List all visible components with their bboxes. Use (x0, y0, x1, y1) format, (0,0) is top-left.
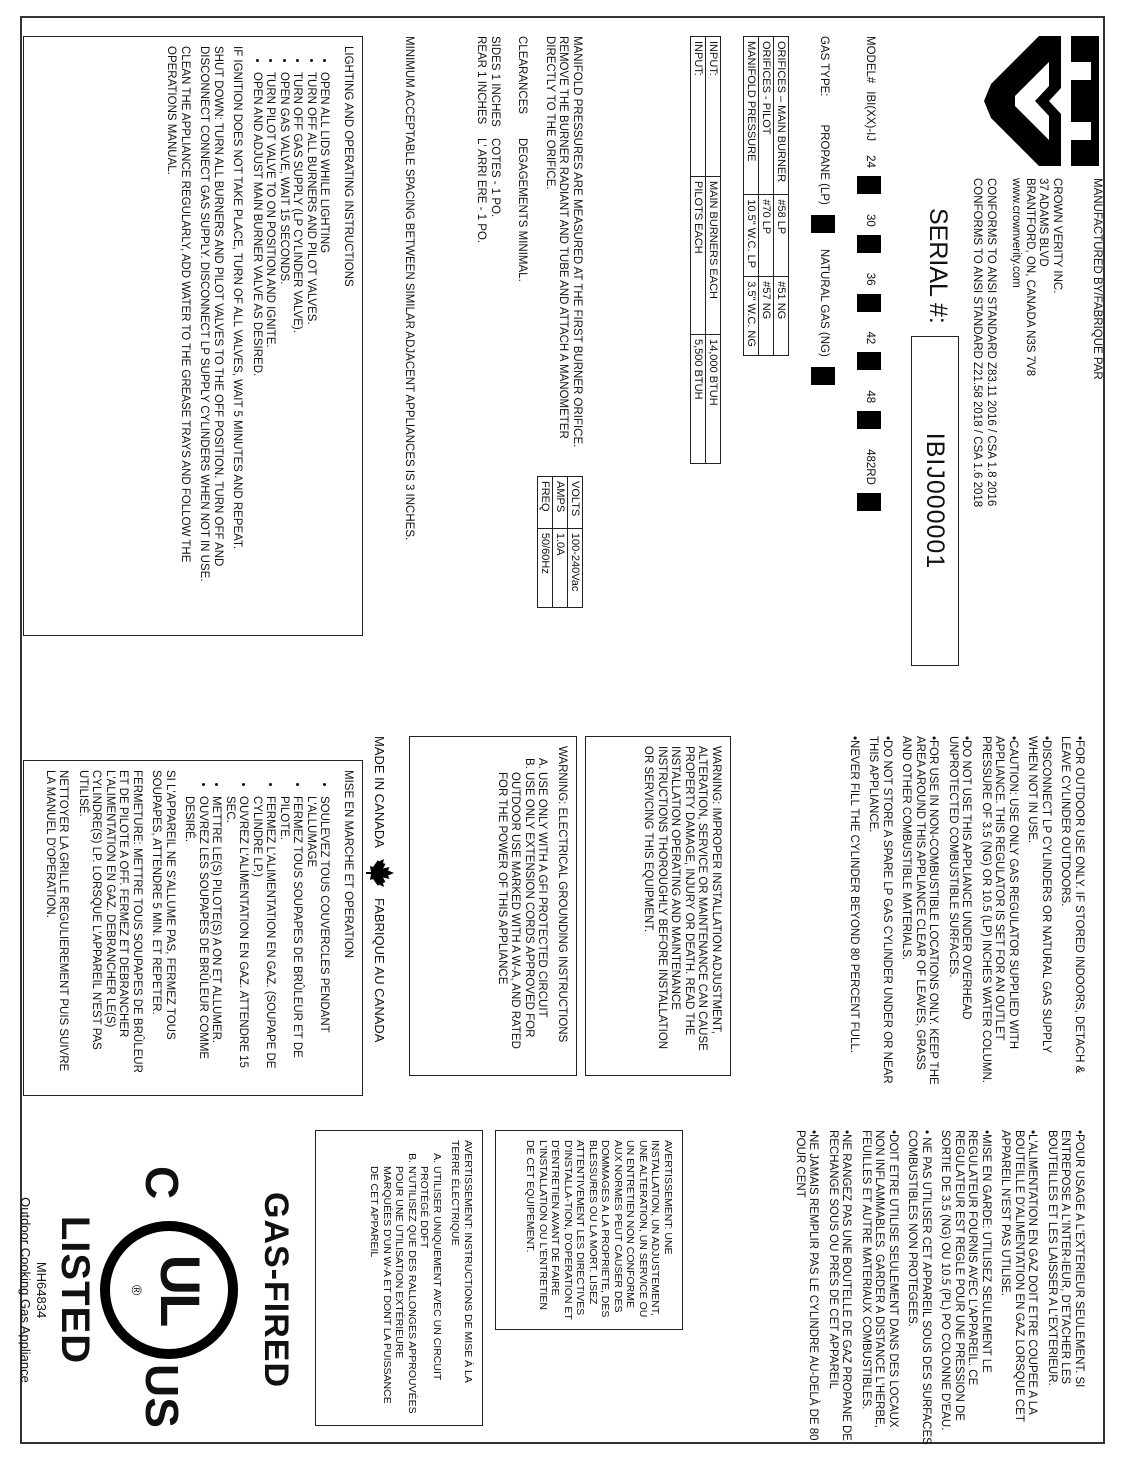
listing-number: MH64834 (34, 1261, 49, 1319)
list-item: A. USE ONLY WITH A GFI PROTECTED CIRCUIT (535, 772, 549, 1066)
table-row (568, 477, 583, 608)
note-fr: •NE JAMAIS REMPLIR PAS LE CYLINDRE AU-DELÀ DE 80 POUR CENT (794, 1130, 820, 1441)
company-city: BRANTFORD, ON, CANADA N3S 7V8 (1024, 178, 1036, 377)
manufacturer-heading: MANUFACTURED BY/FABRIQUE PAR (1091, 178, 1103, 380)
grounding-list-fr (368, 1140, 443, 1416)
warning-grounding-en (409, 736, 577, 1076)
orifices-table (743, 36, 789, 356)
model-value: IBI(XX)-IJ (863, 91, 876, 142)
gas-type-propane: PROPANE (LP) (817, 124, 830, 205)
table-cell: #57 NG (759, 277, 774, 356)
fabrique-label: FABRIQUE AU CANADA (372, 897, 388, 1043)
clean-note-fr: NETTOYER LA GRILLE REGULIEREMENT PUIS SUIVRE LA MANUEL D'OPERATION. (44, 770, 70, 1072)
clearance-rear: REAR 1 INCHES (475, 36, 488, 125)
table-row (744, 37, 759, 356)
model-size: 48 (863, 390, 876, 404)
checkbox-icon (857, 493, 881, 511)
lighting-title-en: LIGHTING AND OPERATING INSTRUCTIONS (342, 46, 354, 287)
note-fr: •L'ALIMENTATION EN GAZ DOIT ETRE COUPEE A LA BOUTEILLE D'ALIMENTATION EN GAZ LORSQUE CET APPAREIL N'EST PAS UTILISE. (999, 1130, 1039, 1422)
serial-label: SERIAL #: (924, 208, 952, 324)
note-fr: •MISE EN GARDE: UTILISEZ SEULEMENT LE REGULATEUR FOURNIS AVEC L'APPAREIL. CE REGULATEUR EST REGLE POUR UNE PRESSION DE SORTIE DE 3.5 (NG) OU 10.5 (PL) PO COLONNE D'EAU. (939, 1130, 992, 1431)
list-item: B. N'UTILISEZ QUE DES RALLONGES APPROUVÉES POUR UNE UTILISATION EXTÉRIEURE MARQUÉES D'UN W-A ET DONT LA PUISSANCE DE CET APPAREIL (368, 1166, 418, 1416)
note-en: •DO NOT STORE A SPARE LP GAS CYLINDER UNDER OR NEAR THIS APPLIANCE. (867, 736, 893, 1084)
list-item: • FERMEZ TOUS SOUPAPES DE BRÛLEUR ET DE PILOTE. (277, 796, 304, 1086)
table-cell: INPUT: (691, 37, 706, 177)
table-row (759, 37, 774, 356)
checkbox-icon (857, 235, 881, 253)
clearances-row (515, 36, 529, 456)
ul-certification (11, 1140, 301, 1440)
warning-installation-en: WARNING: IMPROPER INSTALLATION ADJUSTMENT, ALTERATION, SERVICE OR MAINTENANCE CAN CAUSE PROPERTY DAMAGE, INJURY OR DEATH. READ THE INSTALLATION OPERATING AND MAINTENANCE INSTRUCTIONS THOROUGHLY BEFORE INSTALLATION OR SERVICING THIS EQUIPMENT. (585, 736, 731, 1076)
registered-mark: ® (129, 1284, 145, 1296)
table-cell: MAIN BURNERS EACH (706, 177, 721, 335)
ignition-note-fr: SI L'APPAREIL NE S'ALLUME PAS, FERMEZ TOUS SOUPAPES, ATTENDRE 5 MIN. ET REPETER. (150, 770, 176, 1040)
table-cell: VOLTS (568, 477, 583, 529)
ul-c-mark: C (136, 1166, 188, 1200)
shutdown-note-fr: FERMETURE: METTRE TOUS SOUPAPES DE BRÛLEUR ET DE PILOTE A OFF. FERMEZ ET DEBRANCHER L'ALIMENTATION EN GAZ. DEBRANCHER LE(S) CYLINDRE(S) LP. LORSQUE L'APPAREIL N'EST PAS UTILISÉ. (77, 770, 143, 1073)
table-cell: 3.5" W.C. NG (744, 277, 759, 356)
made-in-label: MADE IN CANADA (372, 736, 388, 848)
grounding-title-en: WARNING: ELECTRICAL GROUNDING INSTRUCTIONS (556, 746, 568, 1043)
warning-grounding-fr (315, 1130, 483, 1426)
list-item: • OPEN AND ADJUST MAIN BURNER VALVE AS DESIRED. (250, 72, 264, 626)
table-cell: FREQ (538, 477, 553, 529)
checkbox-icon (857, 352, 881, 370)
table-cell: AMPS (553, 477, 568, 529)
checkbox-icon (857, 411, 881, 429)
electrical-table (537, 476, 583, 608)
ignition-note-en: IF IGNITION DOES NOT TAKE PLACE, TURN OF ALL VALVES, WAIT 5 MINUTES AND REPEAT. (231, 46, 244, 549)
input-table (690, 36, 721, 464)
table-cell: 1.0A (553, 528, 568, 607)
lighting-steps-fr (182, 770, 331, 1086)
note-fr: •DOIT ETRE UTILISE SEULEMENT DANS DES LOCAUX NON INFLAMMABLES. GARDER A DISTANCE L'HERBE, FEUILLES ET AUTRE MATERIAUX COMBUSTIBLES. (860, 1130, 899, 1428)
model-label: MODEL# (863, 36, 876, 84)
table-cell: ORIFICES – MAIN BURNER (774, 37, 789, 195)
warning-installation-fr: AVERTISSEMENT: UNE INSTALLATION, UN ADJUSTEMENT, UNE ALTERATION, UN SERVICE OU UN ENTRETIEN NON CONFORME AUX NORMES PEUT CAUSER DES DOMMAGES A LA PROPRIETE, DES BLESSURES OU LA MORT. LISEZ ATTENTIVEMENT LES DIRECTIVES D'INSTALLA-TION, D'OPERATION ET D'ENTRETIEN AVANT DE FAIRE L'INSTALLATION OU L'ENTRETIEN DE CET EQUIPEMENT. (495, 1130, 683, 1330)
clearance-rear-row (474, 36, 488, 456)
table-cell: ORIFICES - PILOT (759, 37, 774, 195)
table-row (553, 477, 568, 608)
gas-type-natural: NATURAL GAS (NG) (817, 248, 830, 357)
note-en: •CAUTION: USE ONLY GAS REGULATOR SUPPLIED WITH APPLIANCE. THIS REGULATOR IS SET FOR AN OUTLET PRESSURE OF 3.5 (NG) OR 10.5 (LP) INCHES WATER COLUMN. (980, 736, 1019, 1083)
ul-us-mark: US (136, 1364, 188, 1428)
note-en: •NEVER FILL THE CYLINDER BEYOND 80 PERCENT FULL. (848, 736, 860, 1053)
list-item: • METTRE LE(S) PILOTE(S) A ON ET ALLUMER. (209, 796, 223, 1086)
model-row (857, 36, 881, 716)
clearances-label-fr: DEGAGEMENTS MINIMAL. (516, 138, 529, 282)
table-cell: #70 LP (759, 195, 774, 277)
checkbox-icon (811, 215, 835, 233)
table-cell: 5,500 BTUH (691, 335, 706, 464)
company-name: CROWN VERITY INC. (1051, 178, 1063, 294)
grounding-title-fr: AVERTISSEMENT: INSTRUCTIONS DE MISE À LA TERRE ÉLECTRIQUE (449, 1140, 474, 1383)
clearance-sides-row (488, 36, 502, 456)
note-en: •FOR USE IN NON-COMBUSTIBLE LOCATIONS ONLY. KEEP THE AREA AROUND THIS APPLIANCE CLEAR OF LEAVES, GRASS AND OTHER COMBUSTIBLE MATERIALS. (900, 736, 940, 1085)
lighting-instructions-en (23, 36, 363, 636)
list-item: • TURN OFF ALL BURNERS AND PILOT VALVES. (304, 72, 318, 626)
note-fr: • NE PAS UTILISER CET APPAREIL SOUS DES SURFACES COMBUSTIBLES NON PROTEGEES. (906, 1130, 932, 1445)
list-item: B. USE ONLY EXTENSION CORDS APPROVED FOR OUTDOOR USE MARKED WITH A W-A, AND RATED FOR THE POWER OF THIS APPLIANCE (495, 772, 536, 1066)
model-size: 30 (863, 213, 876, 227)
table-cell: #51 NG (774, 277, 789, 356)
table-cell: 100-240Vac (568, 528, 583, 607)
note-fr: •POUR USAGE A L'EXTERIEUR SEULEMENT. SI ENTREPOSE A L'INTER-IEUR, D'ETACHER LES BOUTEILLES ET LES LAISSER A L'EXTERIEUR. (1046, 1130, 1085, 1388)
clearance-rear-fr: L' ARRI ERE - 1 PO. (475, 138, 488, 244)
list-item: • FERMEZ L'ALIMENTATION EN GAZ. (SOUPAPE DE CYLINDRE LP.) (250, 796, 277, 1086)
model-size: 42 (863, 331, 876, 345)
gas-fired-label: GAS-FIRED (257, 1192, 295, 1388)
note-en: •DISCONNECT LP CYLINDERS OR NATURAL GAS SUPPLY WHEN NOT IN USE. (1026, 736, 1052, 1053)
list-item: • TURN OFF GAS SUPPLY (LP CYLINDER VALVE). (290, 72, 304, 626)
clearance-sides: SIDES 1 INCHES (489, 36, 501, 127)
note-en: •DO NOT USE THIS APPLIANCE UNDER OVERHEAD UNPROTECTED COMBUSTIBLE SURFACES. (947, 736, 973, 1020)
list-item: • SOULEVEZ TOUS COUVERCLES PENDANT L'ALLUMAGE (304, 796, 331, 1086)
clearances-label: CLEARANCES (516, 36, 529, 114)
company-address: 37 ADAMS BLVD (1037, 178, 1050, 267)
checkbox-icon (811, 367, 835, 385)
table-cell: INPUT: (706, 37, 721, 177)
list-item: • OUVREZ LES SOUPAPES DE BRÛLEUR COMME DESIRÉ. (182, 796, 209, 1086)
gas-type-row (811, 36, 835, 556)
checkbox-icon (857, 294, 881, 312)
table-row (706, 37, 721, 464)
table-row (538, 477, 553, 608)
table-cell: MANIFOLD PRESSURE (744, 37, 759, 195)
company-website: www.crownverity.com (1010, 178, 1023, 288)
table-cell: #58 LP (774, 195, 789, 277)
gas-type-label: GAS TYPE: (817, 36, 830, 97)
table-cell: 50/60Hz (538, 528, 553, 607)
note-en: •FOR OUTDOOR USE ONLY. IF STORED INDOORS, DETACH & LEAVE CYLINDER OUTDOORS. (1059, 736, 1085, 1074)
clean-note-en: CLEAN THE APPLIANCE REGULARLY, ADD WATER TO THE GREASE TRAYS AND FOLLOW THE OPERATIONS MANUAL. (165, 46, 191, 563)
table-cell: 10.5" W.C. LP (744, 195, 759, 277)
list-item: • OPEN ALL LIDS WHILE LIGHTING (317, 72, 331, 626)
maple-leaf-icon (365, 858, 395, 888)
table-cell: 14,000 BTUH (706, 335, 721, 464)
list-item: • TURN PILOT VALVE TO ON POSITION AND IGNITE. (263, 72, 277, 626)
table-row (691, 37, 706, 464)
checkbox-icon (857, 176, 881, 194)
listing-category: Outdoor Cooking Gas Appliance (18, 1197, 33, 1383)
list-item: • OUVREZ L'ALIMENTATION EN GAZ. ATTENDRE 15 SEC. (223, 796, 250, 1086)
ul-mark: UL (149, 1254, 212, 1326)
standard-line-1: CONFORMS TO ANSI STANDARD Z83.11 2016 / CSA 1.8 2016 (985, 178, 997, 507)
lighting-instructions-fr (23, 760, 363, 1096)
manifold-note: MANIFOLD PRESSURES ARE MEASURED AT THE FIRST BURNER ORIFICE. REMOVE THE BURNER RADIANT AND TUBE AND ATTACH A MANOMETER DIRECTLY TO THE ORIFICE. (544, 36, 583, 448)
list-item: A. UTILISER UNIQUEMENT AVEC UN CIRCUIT PROTÉGÉ DDFT (418, 1166, 443, 1416)
listed-label: LISTED (53, 1215, 97, 1365)
list-item: • OPEN GAS VALVE, WAIT 15 SECONDS. (277, 72, 291, 626)
model-size: 24 (863, 155, 876, 168)
standard-line-2: CONFORMS TO ANSI STANDARD Z21.58 2018 / CSA 1.6 2018 (971, 178, 984, 508)
model-size: 36 (863, 272, 876, 286)
made-in-canada (357, 736, 403, 1106)
spacing-note: MINIMUM ACCEPTABLE SPACING BETWEEN SIMILAR ADJACENT APPLIANCES IS 3 INCHES. (403, 36, 415, 541)
shutdown-note-en: SHUT DOWN: TURN ALL BURNERS AND PILOT VALVES TO THE OFF POSITION. TURN OFF AND DISCONNECT CONNECT GAS SUPPLY. DISCONNECT LP SUPPLY CYLINDERS WHEN NOT IN USE. (198, 46, 224, 582)
table-cell: PILOTS EACH (691, 177, 706, 335)
table-row (774, 37, 789, 356)
serial-number: IBIJ000001 (911, 336, 959, 666)
crown-verity-logo-icon (984, 36, 1099, 166)
note-fr: •NE RANGEZ PAS UNE BOUTELLE DE GAZ PROPANE DE RECHANGE SOUS OU PRÈS DE CET APPAREIL (827, 1130, 853, 1441)
lighting-steps-en (250, 46, 331, 626)
clearance-sides-fr: COTES - 1 PO. (489, 138, 501, 218)
lighting-title-fr: MISE EN MARCHE ET OPERATION (342, 770, 354, 959)
grounding-list-en (495, 746, 549, 1066)
model-size: 482RD (863, 449, 876, 485)
